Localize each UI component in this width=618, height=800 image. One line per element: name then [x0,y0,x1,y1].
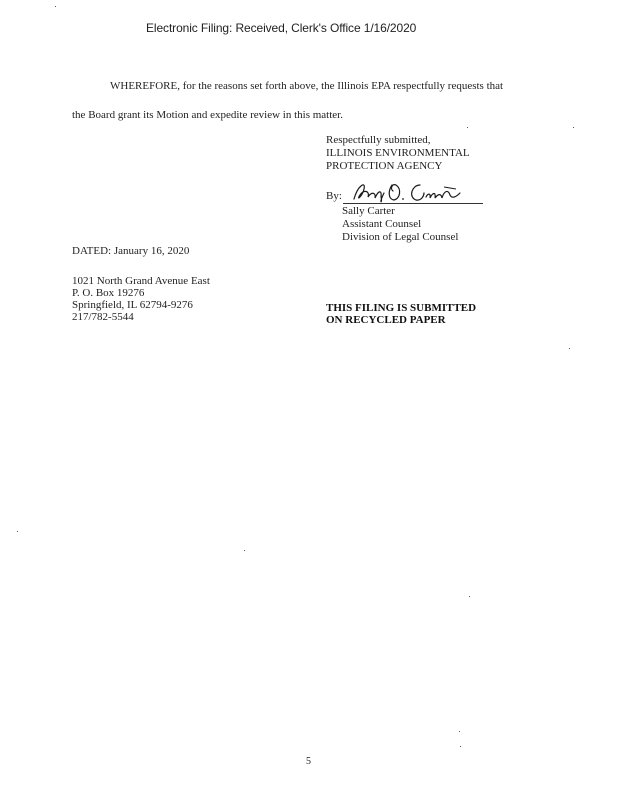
scan-speck [467,127,468,128]
scan-speck [459,731,460,732]
agency-address [72,275,210,323]
address-city: Springfield, IL 62794-9276 [72,299,193,311]
scan-speck [244,550,245,551]
body-line-wherefore: WHEREFORE, for the reasons set forth above, the Illinois EPA respectfully requests that [110,80,504,92]
recycled-notice-line1: THIS FILING IS SUBMITTED [326,302,477,314]
scan-speck [569,348,570,349]
recycled-paper-notice [326,302,476,326]
body-line-request: the Board grant its Motion and expedite review in this matter. [72,109,343,121]
closing-text: Respectfully submitted, [326,134,431,146]
scan-speck [17,531,18,532]
address-street: 1021 North Grand Avenue East [72,275,210,287]
agency-name-line1: ILLINOIS ENVIRONMENTAL [326,147,470,159]
signer-details [342,205,458,244]
scan-speck [460,746,461,747]
agency-name-line2: PROTECTION AGENCY [326,160,443,172]
signer-title: Assistant Counsel [342,218,422,230]
recycled-notice-line2: ON RECYCLED PAPER [326,314,446,326]
by-label: By: [326,190,342,202]
scan-speck [573,127,574,128]
signature-block [326,134,470,173]
address-po-box: P. O. Box 19276 [72,287,145,299]
scan-speck [55,6,56,7]
handwritten-signature [348,179,468,205]
signature-line [326,183,486,205]
signer-division: Division of Legal Counsel [342,231,459,243]
scan-speck [469,596,470,597]
address-phone: 217/782-5544 [72,311,134,323]
signer-name: Sally Carter [342,205,395,217]
filing-stamp-header: Electronic Filing: Received, Clerk's Office 1/16/2020 [146,21,417,35]
dated-line: DATED: January 16, 2020 [72,245,190,257]
page-number: 5 [306,756,311,767]
